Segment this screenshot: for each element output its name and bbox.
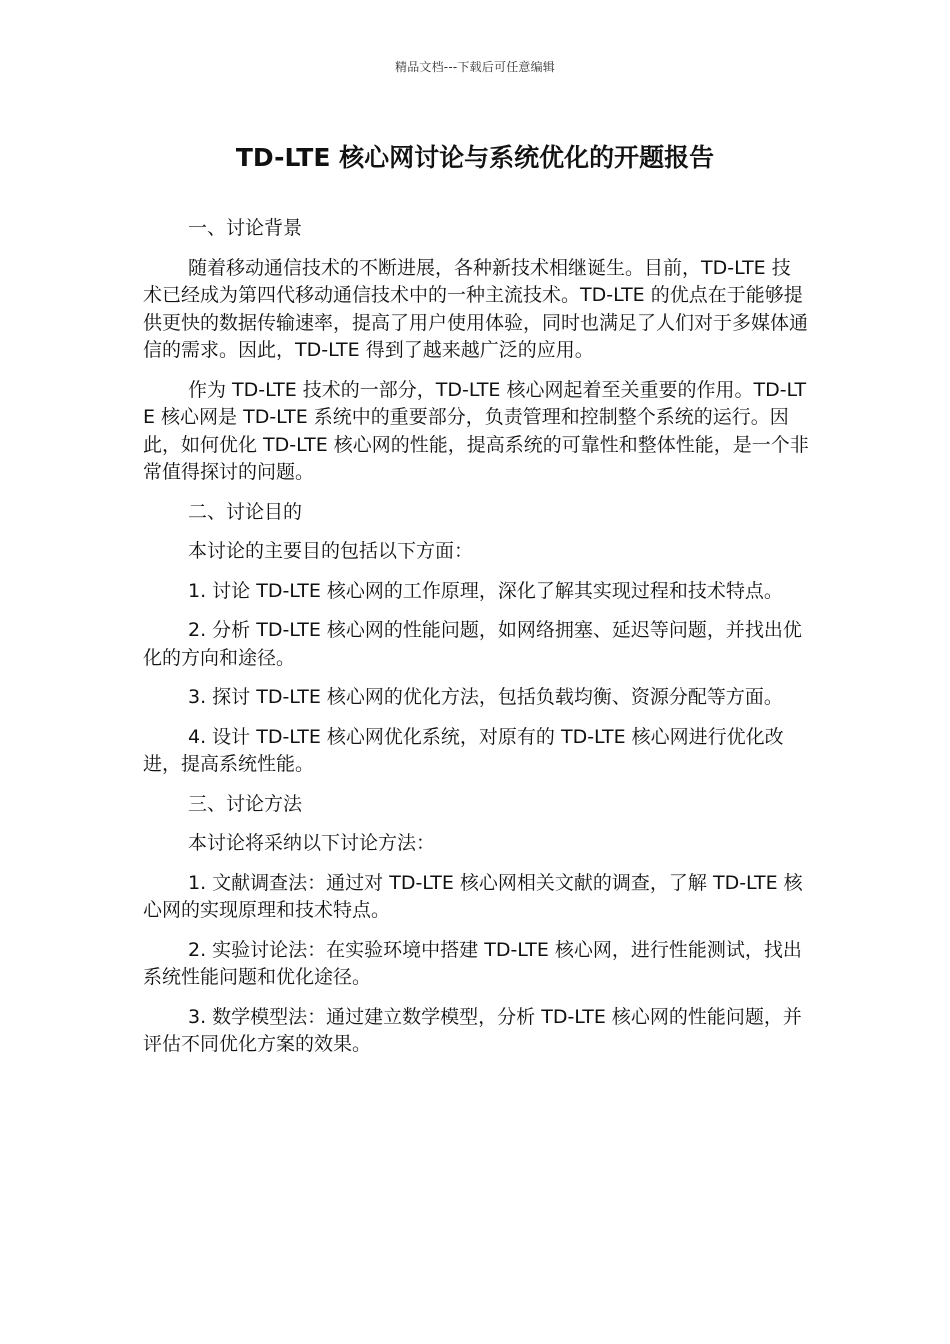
section-heading-methods: 三、讨论方法 <box>188 792 303 815</box>
list-item: 1. 讨论 TD-LTE 核心网的工作原理，深化了解其实现过程和技术特点。 <box>188 579 783 602</box>
paragraph: 作为 TD-LTE 技术的一部分，TD-LTE 核心网起着至关重要的作用。TD-LTE 核心网是 TD-LTE 系统中的重要部分，负责管理和控制整个系统的运行。因此，如何优化 TD-LTE 核心网的性能，提高系统的可靠性和整体性能，是一个非常值得探讨的问题。 <box>143 378 809 483</box>
paragraph: 本讨论的主要目的包括以下方面： <box>188 540 474 562</box>
list-item: 4. 设计 TD-LTE 核心网优化系统，对原有的 TD-LTE 核心网进行优化改进，提高系统性能。 <box>143 725 784 775</box>
document-body <box>143 215 809 1071</box>
document-title: TD-LTE 核心网讨论与系统优化的开题报告 <box>235 143 715 172</box>
list-item: 3. 探讨 TD-LTE 核心网的优化方法，包括负载均衡、资源分配等方面。 <box>188 686 783 708</box>
paragraph: 随着移动通信技术的不断进展，各种新技术相继诞生。目前，TD-LTE 技术已经成为第四代移动通信技术中的一种主流技术。TD-LTE 的优点在于能够提供更快的数据传输速率，提高了用户使用体验，同时也满足了人们对于多媒体通信的需求。因此，TD-LTE 得到了越来越广泛的应用。 <box>143 256 809 361</box>
section-heading-purpose: 二、讨论目的 <box>188 500 303 523</box>
page-header-note: 精品文档---下载后可任意编辑 <box>395 60 555 74</box>
paragraph: 本讨论将采纳以下讨论方法： <box>188 832 436 854</box>
list-item: 1. 文献调查法：通过对 TD-LTE 核心网相关文献的调查，了解 TD-LTE 核心网的实现原理和技术特点。 <box>143 871 803 921</box>
list-item: 2. 分析 TD-LTE 核心网的性能问题，如网络拥塞、延迟等问题，并找出优化的方向和途径。 <box>143 619 802 669</box>
section-heading-background: 一、讨论背景 <box>188 217 303 239</box>
list-item: 3. 数学模型法：通过建立数学模型，分析 TD-LTE 核心网的性能问题，并评估不同优化方案的效果。 <box>143 1005 802 1055</box>
list-item: 2. 实验讨论法：在实验环境中搭建 TD-LTE 核心网，进行性能测试，找出系统性能问题和优化途径。 <box>143 938 802 988</box>
